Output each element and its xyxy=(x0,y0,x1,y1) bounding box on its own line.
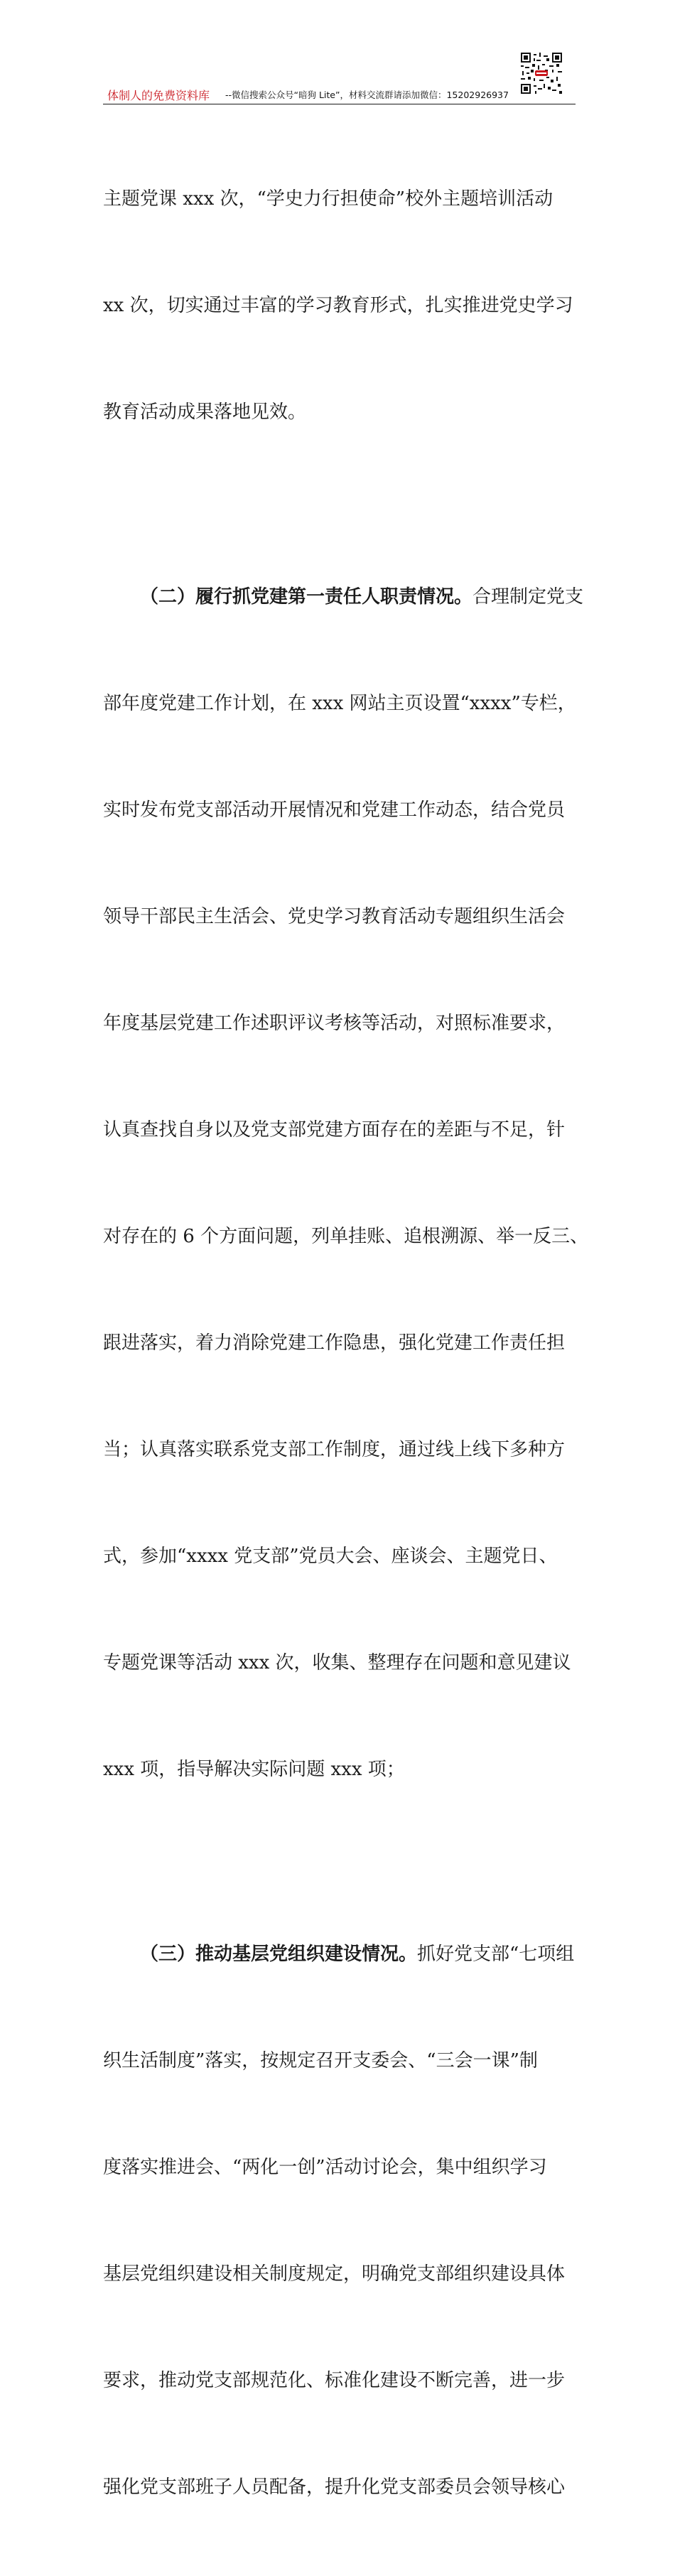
text-line: 认真查找自身以及党支部党建方面存在的差距与不足，针 xyxy=(103,1119,566,1141)
paragraph-3 xyxy=(103,1865,579,2576)
text-line: 要求，推动党支部规范化、标准化建设不断完善，进一步 xyxy=(103,2370,566,2391)
text-line: xxx 项，指导解决实际问题 xxx 项； xyxy=(103,1759,405,1780)
text-line: 度落实推进会、“两化一创”活动讨论会，集中组织学习 xyxy=(103,2157,547,2178)
paragraph-first-line xyxy=(103,579,584,615)
paragraph-first-line xyxy=(103,1936,579,1972)
text-line: 年度基层党建工作述职评议考核等活动，对照标准要求， xyxy=(103,1013,566,1034)
header-note: --微信搜索公众号“暗狗 Lite”，材料交流群请添加微信：15202926937 xyxy=(225,90,509,100)
text-line: xx 次，切实通过丰富的学习教育形式，扎实推进党史学习 xyxy=(103,295,573,316)
text-line: 部年度党建工作计划，在 xxx 网站主页设置“xxxx”专栏， xyxy=(103,693,576,714)
text-line: 实时发布党支部活动开展情况和党建工作动态，结合党员 xyxy=(103,799,566,821)
text-line: 基层党组织建设相关制度规定，明确党支部组织建设具体 xyxy=(103,2263,566,2285)
text-line: 当；认真落实联系党支部工作制度，通过线上线下多种方 xyxy=(103,1439,566,1460)
text-line: 跟进落实，着力消除党建工作隐患，强化党建工作责任担 xyxy=(103,1332,566,1354)
text-line: 合理制定党支 xyxy=(472,586,584,608)
section-heading-3: （三）推动基层党组织建设情况。 xyxy=(140,1944,418,1965)
document-body xyxy=(103,110,589,2576)
text-line: 领导干部民主生活会、党史学习教育活动专题组织生活会 xyxy=(103,906,566,927)
text-line: 对存在的 6 个方面问题，列单挂账、追根溯源、举一反三、 xyxy=(103,1226,589,1247)
text-line: 式，参加“xxxx 党支部”党员大会、座谈会、主题党日、 xyxy=(103,1546,558,1567)
text-line: 强化党支部班子人员配备，提升化党支部委员会领导核心 xyxy=(103,2477,566,2498)
section-heading-2: （二）履行抓党建第一责任人职责情况。 xyxy=(140,586,473,608)
text-line: 织生活制度”落实，按规定召开支委会、“三会一课”制 xyxy=(103,2050,538,2071)
page-header xyxy=(103,80,576,105)
text-line: 专题党课等活动 xxx 次，收集、整理存在问题和意见建议 xyxy=(103,1652,571,1674)
paragraph-2 xyxy=(103,508,589,1858)
qr-code-icon xyxy=(521,53,562,94)
header-brand: 体制人的免费资料库 xyxy=(107,89,210,102)
text-line: 教育活动成果落地见效。 xyxy=(103,402,307,423)
text-line: 抓好党支部“七项组 xyxy=(417,1944,575,1965)
text-line: 主题党课 xxx 次，“学史力行担使命”校外主题培训活动 xyxy=(103,188,554,210)
paragraph-1 xyxy=(103,110,579,501)
